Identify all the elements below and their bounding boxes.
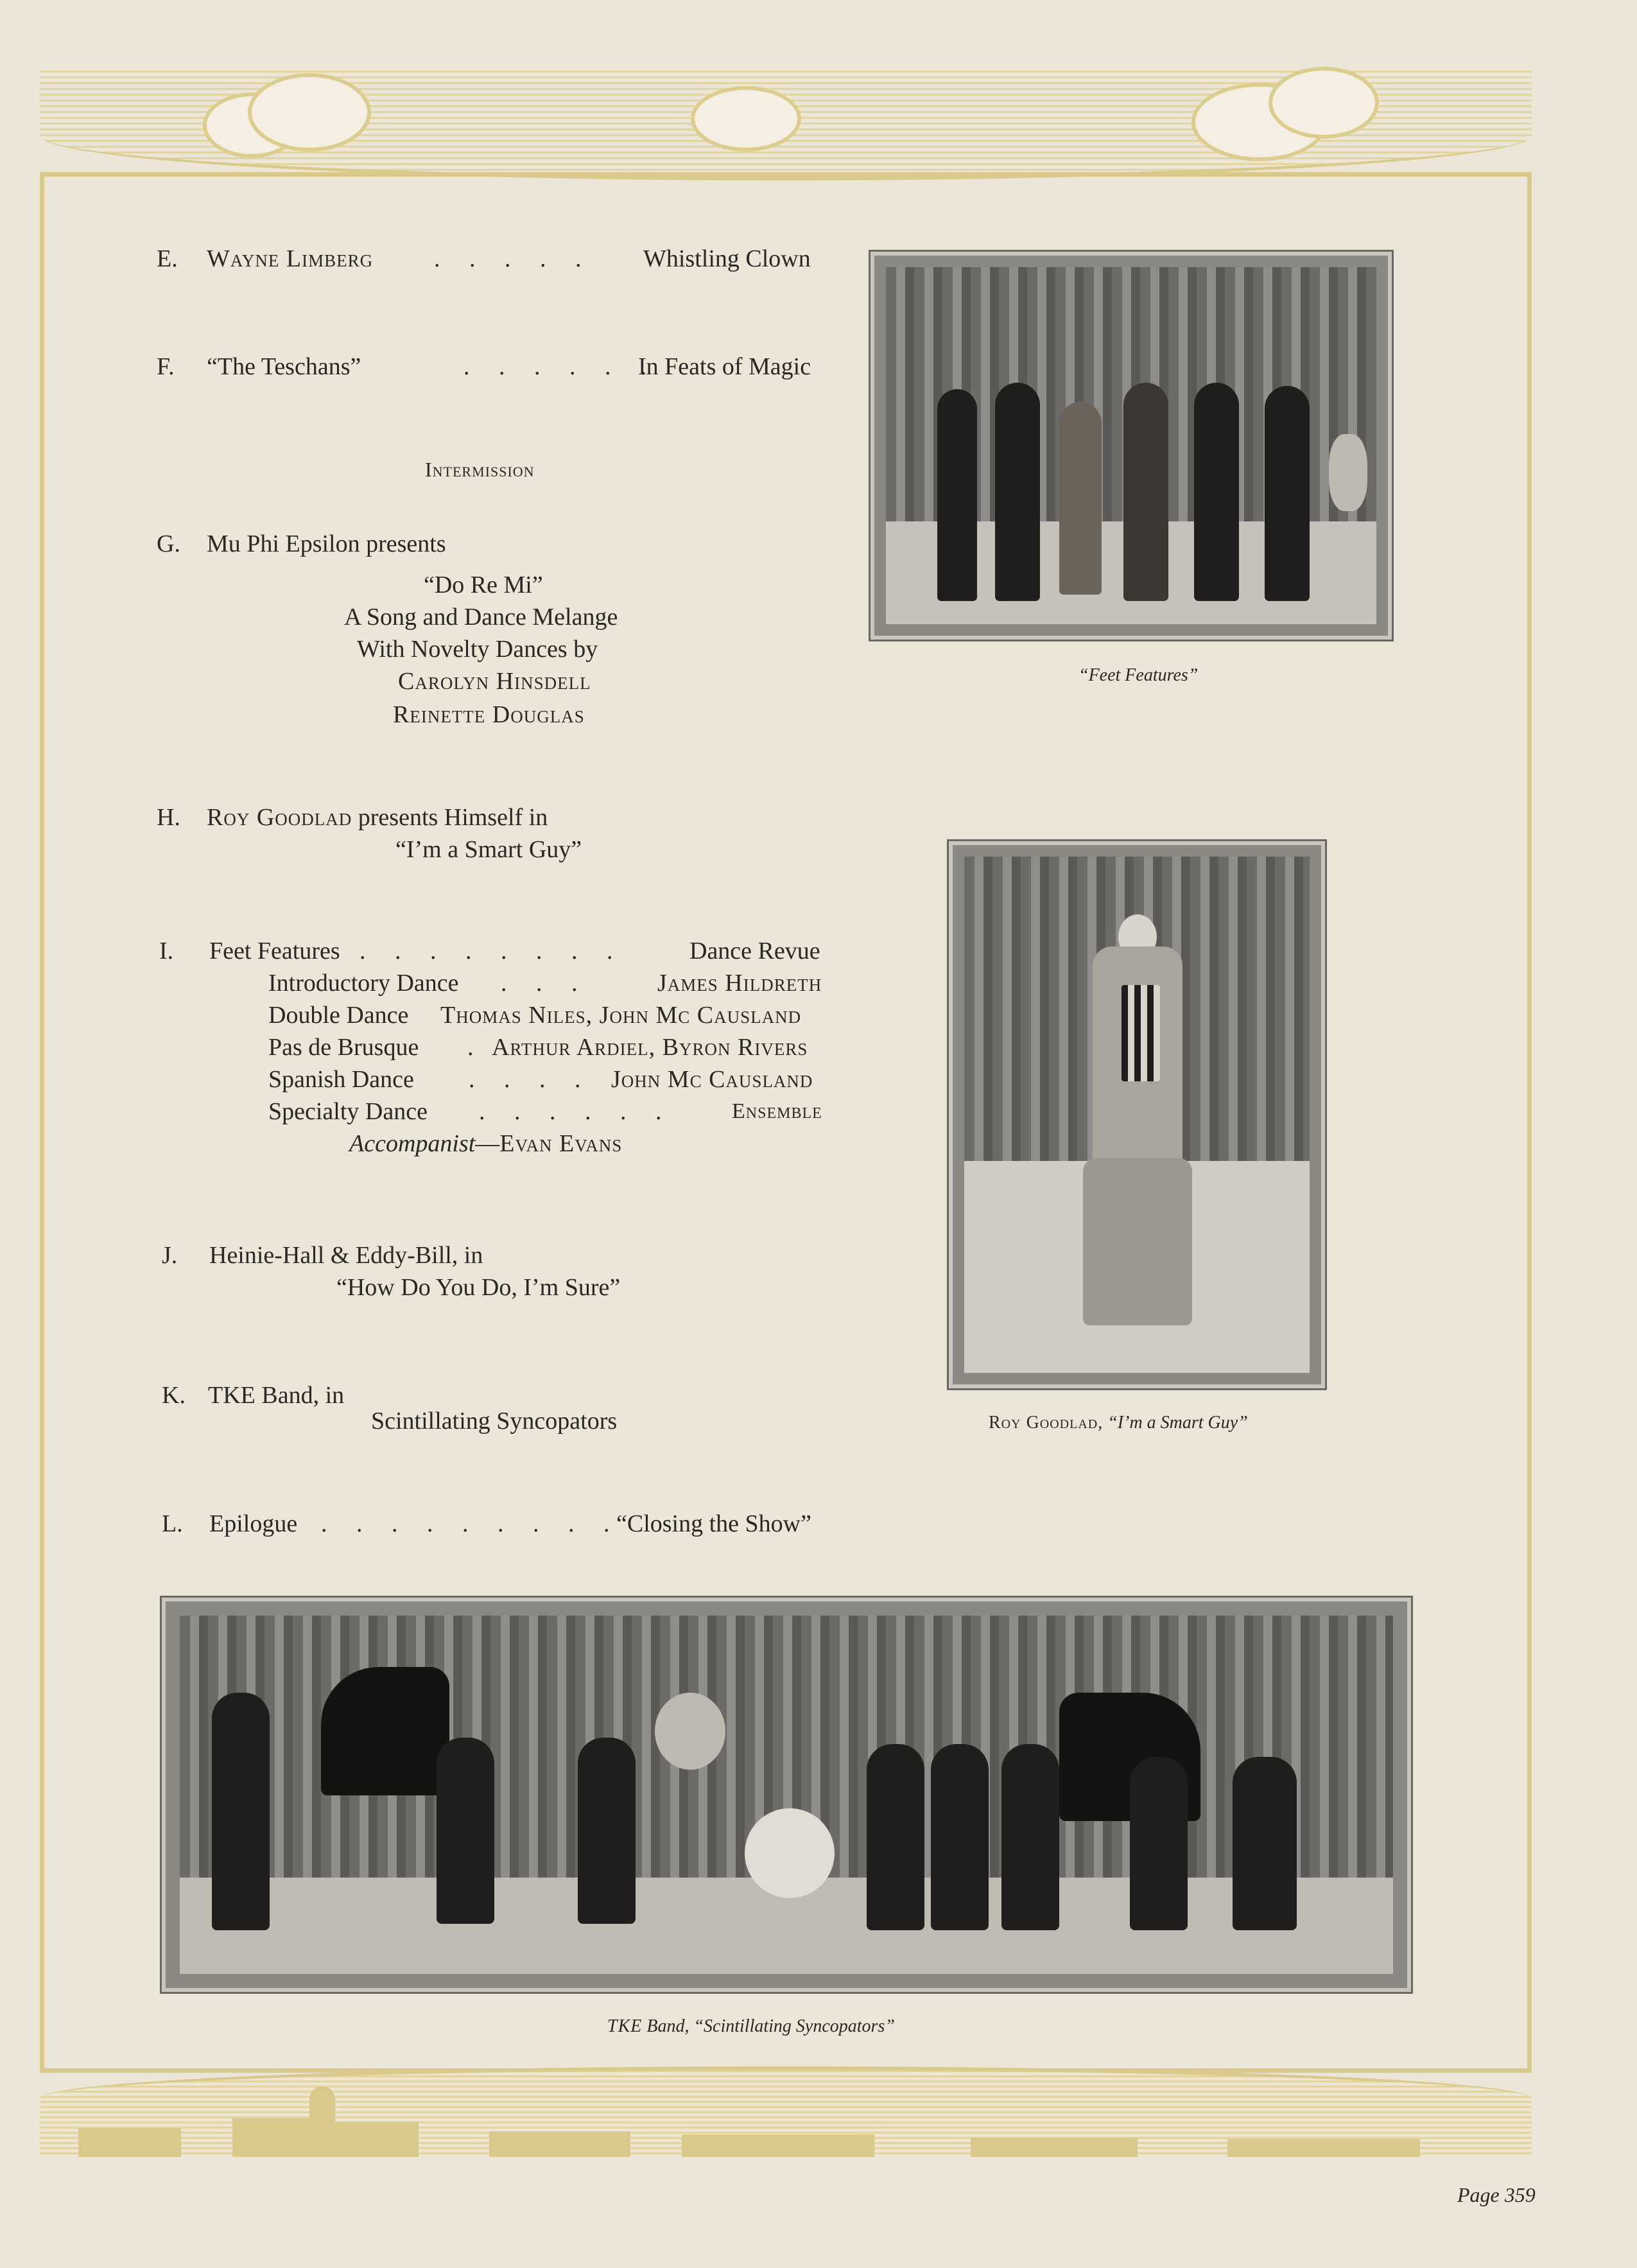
dance-name: Introductory Dance: [268, 970, 459, 997]
performer-name: TKE Band, in: [208, 1382, 345, 1409]
dance-name: Pas de Brusque: [268, 1034, 419, 1061]
photo-roy-goodlad: [949, 841, 1325, 1388]
act-title: Scintillating Syncopators: [371, 1408, 618, 1435]
act-title: “I’m a Smart Guy”: [395, 836, 582, 863]
dance-name: Double Dance: [268, 1002, 409, 1029]
performer-line: [207, 803, 548, 832]
accompanist-label: Accompanist: [349, 1130, 476, 1157]
item-letter: I.: [159, 938, 174, 964]
intermission-heading: Intermission: [425, 458, 535, 481]
performer-name: Feet Features: [209, 938, 340, 964]
performer-name: Roy Goodlad: [207, 804, 352, 831]
dancer-name: Arthur Ardiel, Byron Rivers: [492, 1034, 808, 1061]
caption-name: Roy Goodlad,: [989, 1413, 1104, 1433]
page-number: Page 359: [1457, 2183, 1536, 2206]
item-letter: K.: [162, 1382, 186, 1409]
performer-name: Heinie-Hall & Eddy-Bill, in: [209, 1242, 483, 1269]
leader-dots: .: [467, 1034, 474, 1061]
photo-roy-goodlad-caption: [989, 1413, 1248, 1433]
bottom-skyline-border: [40, 2066, 1532, 2157]
accompanist-line: [349, 1129, 622, 1158]
item-letter: H.: [157, 804, 180, 831]
leader-dots: . . . . . .: [479, 1098, 673, 1125]
dancer-name: Ensemble: [732, 1099, 822, 1123]
leader-dots: . . .: [501, 970, 589, 997]
act-description: A Song and Dance Melange: [344, 604, 618, 631]
act-title: “How Do You Do, I’m Sure”: [336, 1274, 621, 1301]
dance-name: Specialty Dance: [268, 1098, 428, 1125]
photo-tke-band-caption: [607, 2016, 895, 2037]
item-letter: F.: [157, 353, 175, 380]
dance-name: Spanish Dance: [268, 1066, 414, 1093]
leader-dots: . . . . . . . . .: [321, 1510, 621, 1537]
photo-feet-features: [870, 252, 1392, 640]
performer-name: Mu Phi Epsilon presents: [207, 530, 446, 557]
dancer-name: John Mc Causland: [611, 1066, 813, 1093]
performer-rest: presents Himself in: [352, 804, 548, 831]
caption-title: “I’m a Smart Guy”: [1107, 1413, 1248, 1433]
item-letter: J.: [162, 1242, 178, 1269]
performer-name: Epilogue: [209, 1510, 298, 1537]
accompanist-name: Evan Evans: [499, 1130, 623, 1157]
leader-dots: . . . . . .: [463, 353, 658, 380]
performer-name: “The Teschans”: [207, 353, 361, 380]
act-title: “Closing the Show”: [616, 1510, 811, 1537]
caption-name: TKE: [607, 2016, 643, 2036]
photo-tke-band: [162, 1598, 1411, 1992]
dancer-name: Carolyn Hinsdell: [398, 668, 591, 695]
dancer-name: Thomas Niles, John Mc Causland: [440, 1002, 802, 1029]
leader-dots: . . . . . . . .: [359, 938, 625, 964]
item-letter: G.: [157, 530, 180, 557]
act-title: Dance Revue: [689, 938, 820, 964]
caption-title: Band, “Scintillating Syncopators”: [646, 2016, 895, 2036]
photo-feet-features-caption: “Feet Features”: [1078, 665, 1199, 685]
act-title: “Do Re Mi”: [424, 571, 543, 598]
performer-name: Wayne Limberg: [207, 245, 374, 272]
dancer-name: Reinette Douglas: [393, 701, 585, 728]
act-title: Whistling Clown: [643, 245, 811, 272]
item-letter: L.: [162, 1510, 183, 1537]
leader-dots: . . . .: [469, 1066, 593, 1093]
item-letter: E.: [157, 245, 178, 272]
top-cloud-border: [40, 71, 1532, 180]
accompanist-separator: —: [475, 1130, 500, 1157]
dancer-name: James Hildreth: [657, 970, 822, 997]
act-title: In Feats of Magic: [638, 353, 811, 380]
leader-dots: . . . . .: [434, 245, 593, 272]
act-description: With Novelty Dances by: [357, 636, 598, 663]
